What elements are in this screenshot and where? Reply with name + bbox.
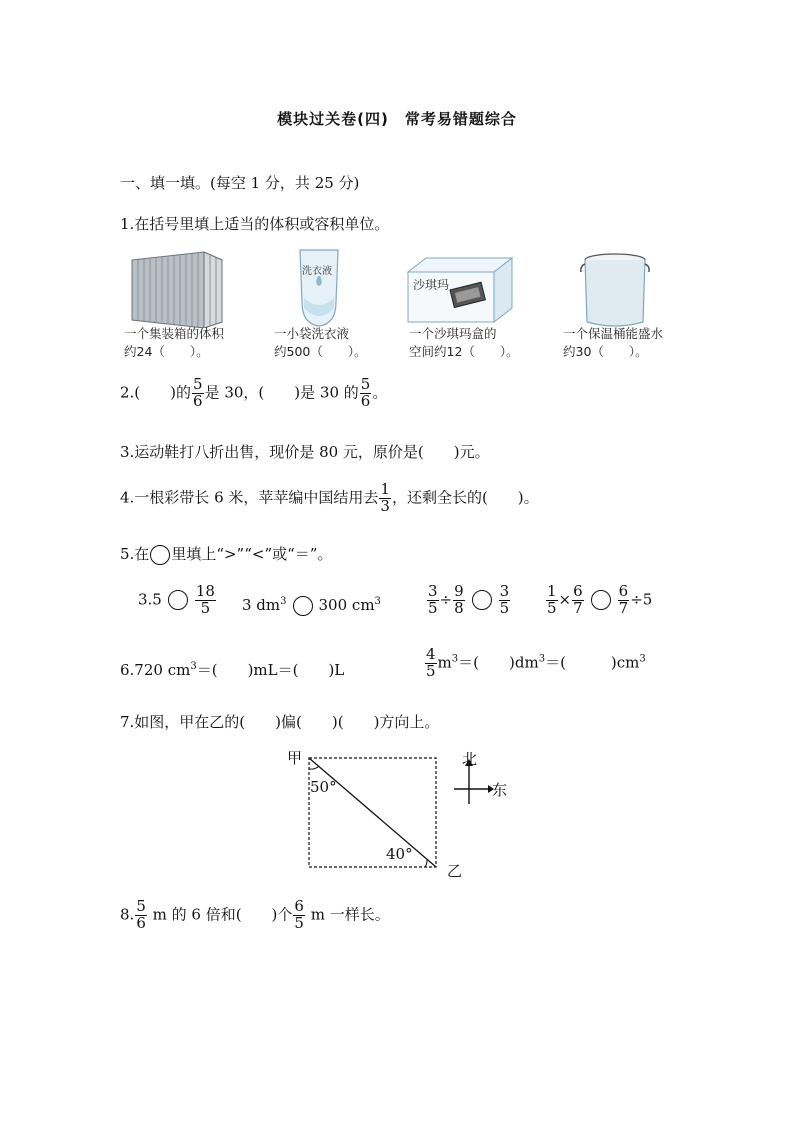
- detergent-bag-image: [296, 246, 342, 330]
- fraction: $\frac{1}{3}$: [380, 480, 390, 515]
- fraction: $\frac{5}{6}$: [193, 375, 203, 410]
- question-3: 3.运动鞋打八折出售，现价是 80 元，原价是( )元。: [120, 443, 490, 461]
- compare-circle: [472, 590, 492, 610]
- caption-detergent: 一小袋洗衣液 约500（ ）。: [274, 326, 367, 359]
- label-yi: 乙: [447, 862, 463, 880]
- compare-item-4: $\frac{1}{5}$ × $\frac{6}{7}$ $\frac{6}{7}$ ÷5: [547, 582, 653, 617]
- snack-box-label: 沙琪玛: [413, 278, 450, 292]
- angle-40: 40°: [386, 845, 413, 863]
- section-heading: 一、填一填。(每空 1 分，共 25 分): [120, 174, 360, 192]
- question-6-part-a: 6.720 $cm^3=$( )mL＝( )L: [120, 661, 345, 679]
- caption-bucket: 一个保温桶能盛水 约30（ ）。: [563, 326, 664, 359]
- compare-item-2: 3 $dm^3$ 300 $cm^3$: [242, 596, 381, 614]
- fraction: $\frac{5}{6}$: [360, 375, 371, 410]
- thermal-bucket-image: [578, 250, 652, 330]
- question-6-part-b: $\frac{4}{5}$ $m^3=$( )$dm^3=$( )$cm^3$: [426, 645, 646, 680]
- question-5: 5.在 里填上“>”“<”或“＝”。: [120, 545, 333, 563]
- question-1: 1.在括号里填上适当的体积或容积单位。: [120, 215, 390, 233]
- compare-circle: [293, 596, 313, 616]
- compare-circle: [168, 590, 188, 610]
- compare-circle: [150, 545, 170, 565]
- caption-container: 一个集装箱的体积 约24（ ）。: [124, 326, 225, 359]
- question-4: 4.一根彩带长 6 米，苹苹编中国结用去 $\frac{1}{3}$ ，还剩全长的( )。: [120, 480, 539, 515]
- compare-item-3: $\frac{3}{5}$ ÷ $\frac{9}{8}$ $\frac{3}{5}$: [428, 582, 510, 617]
- compare-item-1: 3.5 $\frac{18}{5}$: [138, 582, 215, 617]
- question-8: 8. $\frac{5}{6}$ m 的 6 倍和( )个 $\frac{6}{5}$ m 一样长。: [120, 897, 390, 932]
- detergent-label: 洗衣液: [302, 266, 332, 277]
- label-north: 北: [462, 750, 478, 768]
- compare-circle: [591, 590, 611, 610]
- container-image: [126, 250, 226, 328]
- question-2: 2.( )的 $\frac{5}{6}$ 是 30，( )是 30 的 $\frac{5}{6}$ 。: [120, 375, 388, 410]
- question-7: 7.如图，甲在乙的( )偏( )( )方向上。: [120, 713, 440, 731]
- label-jia: 甲: [287, 749, 303, 767]
- label-east: 东: [492, 781, 508, 799]
- page-title: 模块过关卷(四) 常考易错题综合: [277, 110, 517, 128]
- angle-50: 50°: [310, 778, 337, 796]
- caption-snack-box: 一个沙琪玛盒的 空间约12（ ）。: [409, 326, 519, 359]
